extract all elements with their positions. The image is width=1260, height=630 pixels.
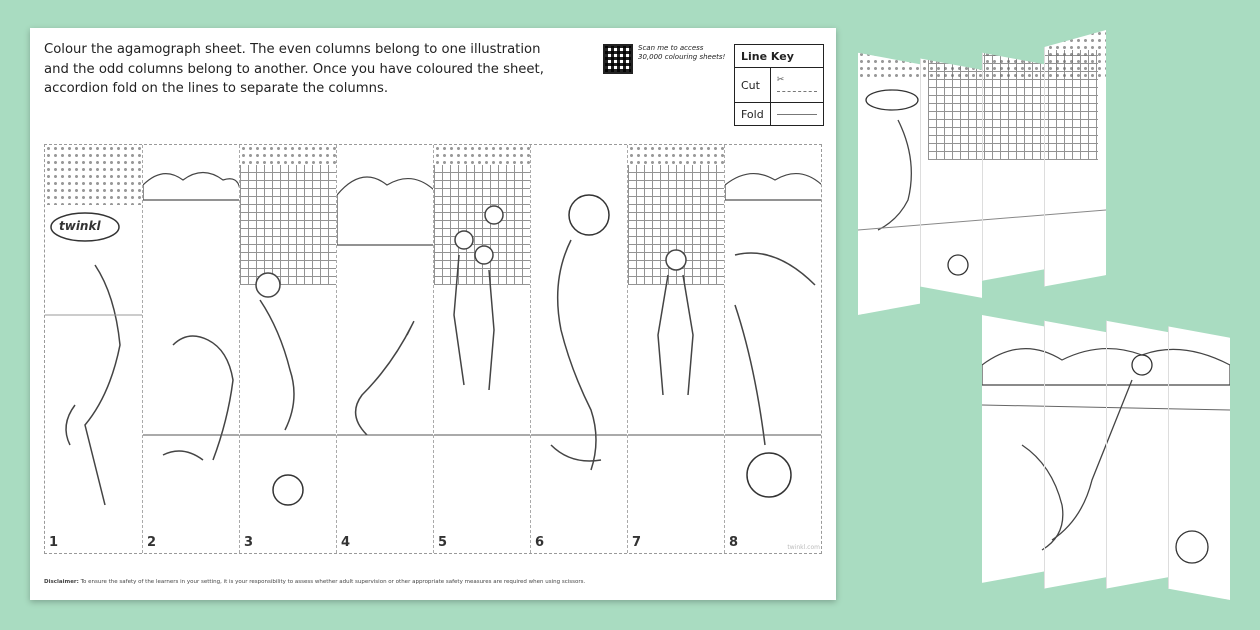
line-key-cut-label: Cut bbox=[735, 68, 771, 103]
instructions-text: Colour the agamograph sheet. The even columns belong to one illustration and the odd columns belong to another. Once you have coloured the sheet, accordion fold on the lines to separate the columns. bbox=[44, 42, 544, 96]
line-key-title: Line Key bbox=[735, 45, 824, 68]
column-8 bbox=[724, 145, 821, 553]
column-5 bbox=[433, 145, 530, 553]
column-4 bbox=[336, 145, 433, 553]
line-key-fold-sample bbox=[770, 103, 823, 126]
column-number: 2 bbox=[147, 535, 157, 550]
column-1 bbox=[45, 145, 142, 553]
football-icon bbox=[1176, 531, 1208, 563]
scissors-icon: ✂ bbox=[776, 75, 785, 85]
column-2 bbox=[142, 145, 239, 553]
agamograph-columns bbox=[44, 144, 822, 554]
folded-preview-1 bbox=[858, 30, 1106, 315]
agamograph-sheet bbox=[30, 28, 836, 600]
line-key-fold-label: Fold bbox=[735, 103, 771, 126]
line-key bbox=[734, 44, 824, 126]
column-2-illustration bbox=[143, 145, 239, 553]
column-7 bbox=[627, 145, 724, 553]
disclaimer-text: To ensure the safety of the learners in your setting, it is your responsibility to assess whether adult supervision or other appropriate safety measures are required when using scissors. bbox=[80, 579, 586, 585]
football-icon bbox=[273, 475, 303, 505]
column-4-illustration bbox=[337, 145, 433, 553]
column-number: 3 bbox=[244, 535, 254, 550]
column-number: 8 bbox=[729, 535, 739, 550]
qr-caption: Scan me to access 30,000 colouring sheets! bbox=[638, 44, 726, 61]
column-5-illustration bbox=[434, 145, 530, 553]
column-3 bbox=[239, 145, 336, 553]
column-6 bbox=[530, 145, 627, 553]
column-7-illustration bbox=[628, 145, 724, 553]
column-number: 7 bbox=[632, 535, 642, 550]
line-key-cut-sample bbox=[770, 68, 823, 103]
folded-preview-2 bbox=[982, 315, 1230, 600]
column-6-illustration bbox=[531, 145, 627, 553]
column-number: 4 bbox=[341, 535, 351, 550]
column-number: 6 bbox=[535, 535, 545, 550]
column-1-illustration bbox=[45, 145, 142, 553]
disclaimer-label: Disclaimer: bbox=[44, 579, 79, 585]
qr-code-icon[interactable] bbox=[603, 44, 633, 74]
column-number: 1 bbox=[49, 535, 59, 550]
column-number: 5 bbox=[438, 535, 448, 550]
column-3-illustration bbox=[240, 145, 336, 553]
football-icon bbox=[948, 255, 968, 275]
football-icon bbox=[747, 453, 791, 497]
column-8-illustration bbox=[725, 145, 821, 553]
watermark: twinkl.com bbox=[787, 544, 820, 551]
speech-bubble-text: twinkl bbox=[59, 219, 101, 233]
disclaimer bbox=[44, 579, 824, 585]
